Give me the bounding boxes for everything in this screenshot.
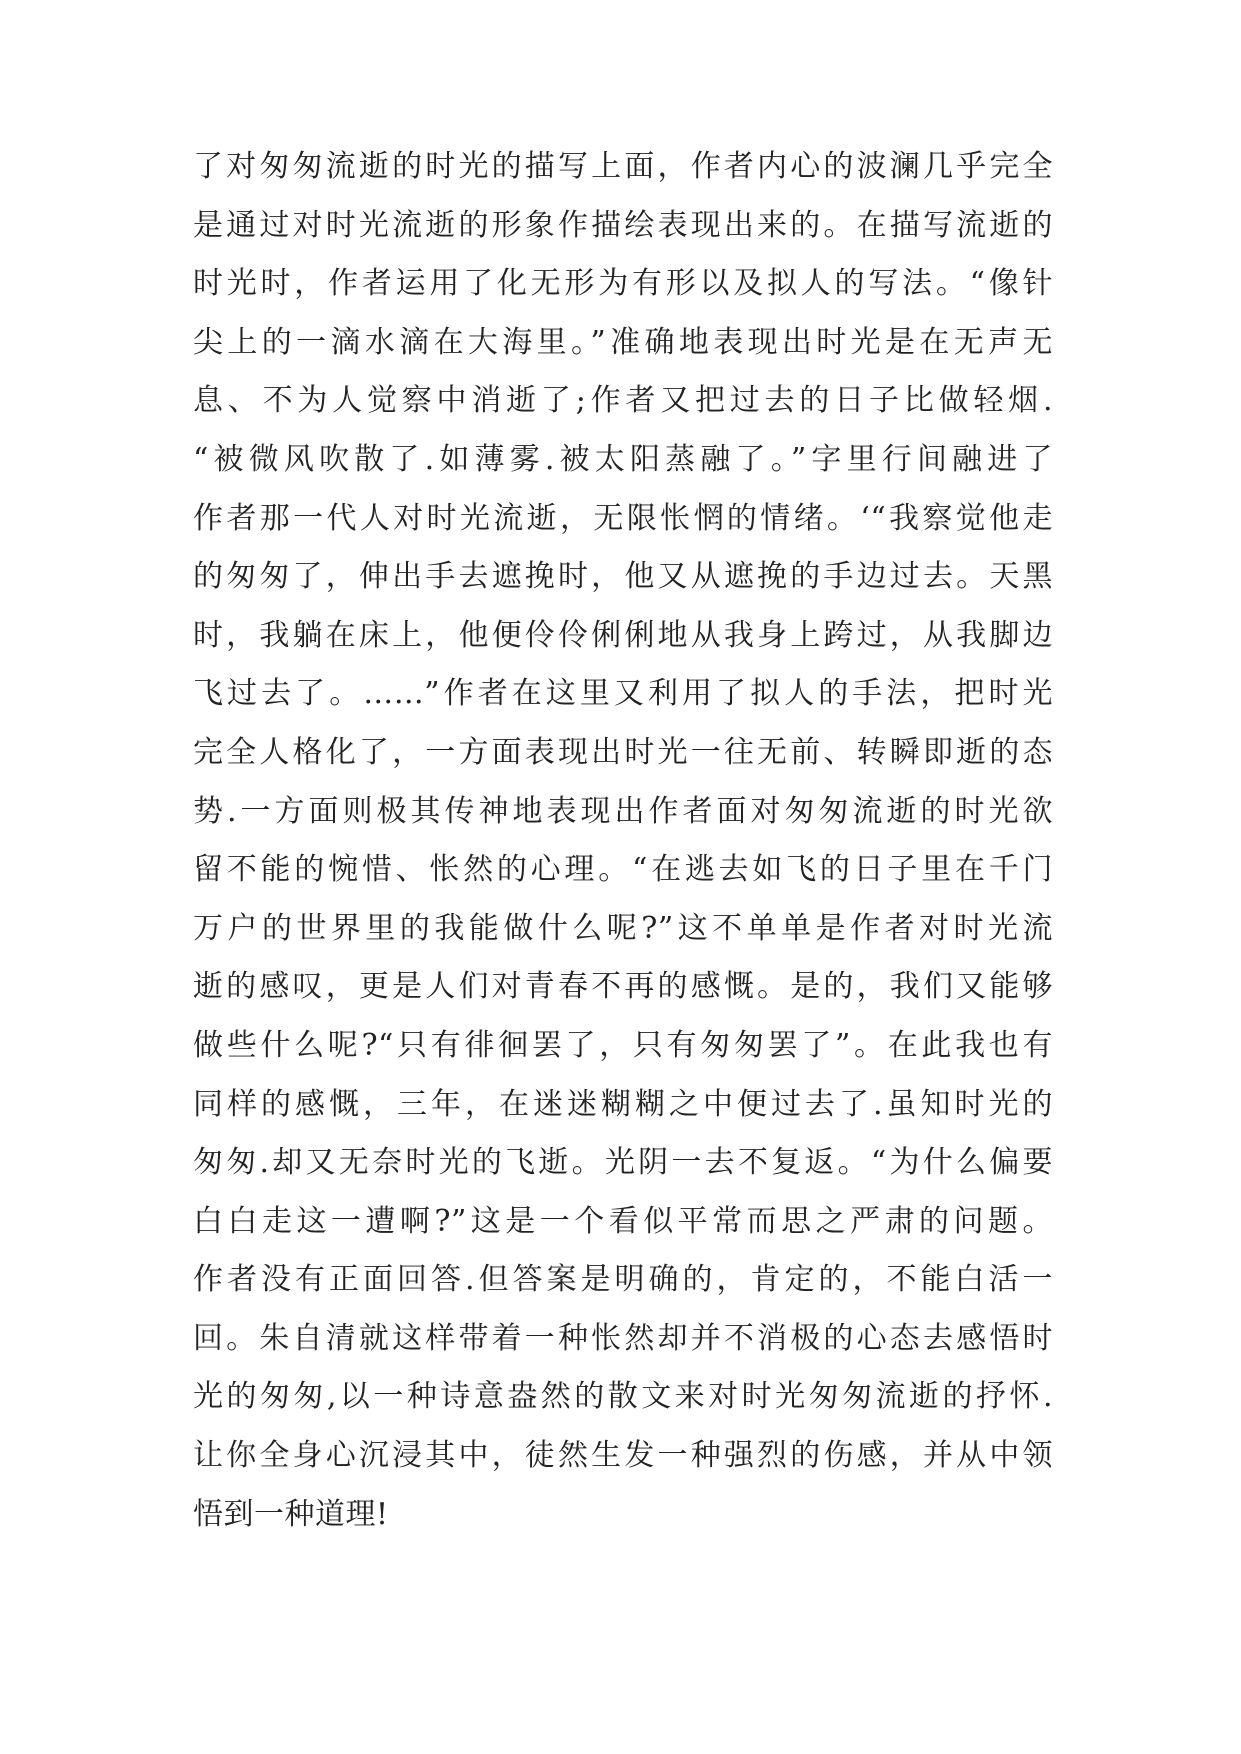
text-line: 飞过去了。……”作者在这里又利用了拟人的手法，把时光 bbox=[193, 676, 1053, 712]
text-line: 留不能的惋惜、怅然的心理。“在逃去如飞的日子里在千门 bbox=[193, 852, 1053, 888]
text-line: 势.一方面则极其传神地表现出作者面对匆匆流逝的时光欲 bbox=[193, 793, 1053, 829]
text-line: 作者那一代人对时光流逝，无限怅惘的情绪。‘“我察觉他走 bbox=[193, 500, 1053, 536]
text-line: 完全人格化了，一方面表现出时光一往无前、转瞬即逝的态 bbox=[193, 734, 1053, 770]
text-line: 了对匆匆流逝的时光的描写上面，作者内心的波澜几乎完全 bbox=[193, 149, 1053, 184]
text-line: 尖上的一滴水滴在大海里。”准确地表现出时光是在无声无 bbox=[193, 324, 1053, 360]
text-line: 息、不为人觉察中消逝了;作者又把过去的日子比做轻烟. bbox=[193, 383, 1053, 419]
text-line: 时光时，作者运用了化无形为有形以及拟人的写法。“像针 bbox=[193, 266, 1053, 302]
text-line: 时，我躺在床上，他便伶伶俐俐地从我身上跨过，从我脚边 bbox=[193, 617, 1053, 653]
text-line: 做些什么呢?“只有徘徊罢了，只有匆匆罢了”。在此我也有 bbox=[193, 1027, 1053, 1063]
text-line: 作者没有正面回答.但答案是明确的，肯定的，不能白活一 bbox=[193, 1262, 1053, 1298]
text-line: 光的匆匆,以一种诗意盎然的散文来对时光匆匆流逝的抒怀. bbox=[193, 1379, 1053, 1415]
text-line: 悟到一种道理! bbox=[193, 1496, 389, 1532]
text-line: 同样的感慨，三年，在迷迷糊糊之中便过去了.虽知时光的 bbox=[193, 1086, 1053, 1122]
text-line: 万户的世界里的我能做什么呢?”这不单单是作者对时光流 bbox=[193, 910, 1053, 946]
text-line: 匆匆.却又无奈时光的飞逝。光阴一去不复返。“为什么偏要 bbox=[193, 1145, 1053, 1181]
text-line: 是通过对时光流逝的形象作描绘表现出来的。在描写流逝的 bbox=[193, 207, 1053, 243]
text-line: 回。朱自清就这样带着一种怅然却并不消极的心态去感悟时 bbox=[193, 1320, 1053, 1356]
body-paragraph bbox=[193, 138, 1053, 1544]
text-line: 逝的感叹，更是人们对青春不再的感慨。是的，我们又能够 bbox=[193, 969, 1053, 1005]
text-line: 让你全身心沉浸其中，徒然生发一种强烈的伤感，并从中领 bbox=[193, 1438, 1053, 1474]
text-line: 的匆匆了，伸出手去遮挽时，他又从遮挽的手边过去。天黑 bbox=[193, 559, 1053, 595]
text-line: 白白走这一遭啊?”这是一个看似平常而思之严肃的问题。 bbox=[193, 1203, 1053, 1239]
text-line: “被微风吹散了.如薄雾.被太阳蒸融了。”字里行间融进了 bbox=[193, 441, 1053, 477]
